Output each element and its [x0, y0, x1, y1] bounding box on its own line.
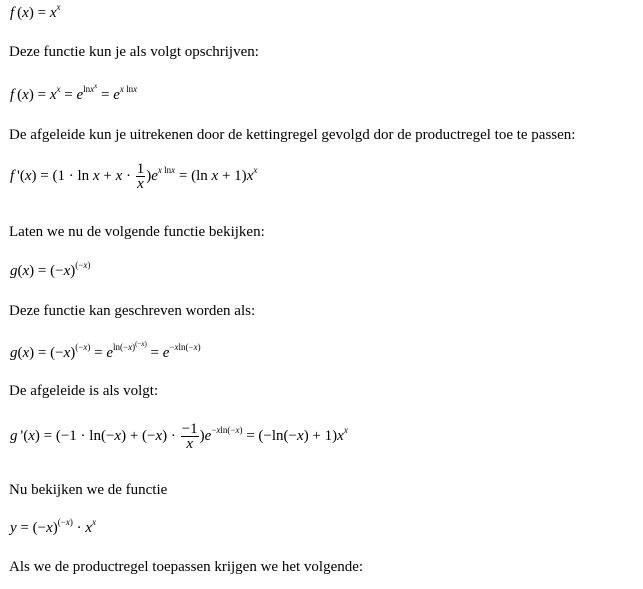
equation-f-derivative: f '(x) = (1 · ln x + x · $\frac{1}{x}$ )$e^{x lnx} = (\ln$ $x + 1)x^x$ — [10, 161, 258, 192]
equation-g-definition: $g(x) = (-x)^{(-x)}$ — [10, 260, 91, 279]
equation-f-rewritten: f $(x) = x^x = e^{lnx^x} = e^{x lnx}$ — [10, 82, 138, 103]
equation-y-definition: $y = (-x)^{(-x)} \cdot x^x$ — [10, 517, 97, 536]
equation-g-derivative: g '(x) = (−1 · ln(−x) + (−x) · $\frac{-1}{x}$ )$e^{-xln(-x)} = (-\ln(-x) + 1)x^x$ — [10, 421, 348, 452]
fraction-1-over-x: $\frac{1}{x}$ — [136, 161, 145, 192]
paragraph-6: Nu bekijken we de functie — [9, 482, 168, 498]
paragraph-2: De afgeleide kun je uitrekenen door de kettingregel gevolgd dor de productregel toe te passen: — [9, 127, 576, 143]
equation-g-rewritten: $g(x) = (-x)^{(-x)} = e^{ln(-x)^{(-x)}} = e^{-xln(-x)}$ — [10, 340, 201, 361]
paragraph-1: Deze functie kun je als volgt opschrijven: — [9, 44, 259, 60]
paragraph-7: Als we de productregel toepassen krijgen we het volgende: — [9, 559, 364, 575]
paragraph-5: De afgeleide is als volgt: — [9, 383, 159, 399]
paragraph-4: Deze functie kan geschreven worden als: — [9, 303, 256, 319]
fraction-minus-1-over-x: $\frac{-1}{x}$ — [181, 421, 198, 452]
paragraph-3: Laten we nu de volgende functie bekijken: — [9, 224, 265, 240]
equation-f-definition: f $(x) = x^x$ — [10, 2, 61, 21]
